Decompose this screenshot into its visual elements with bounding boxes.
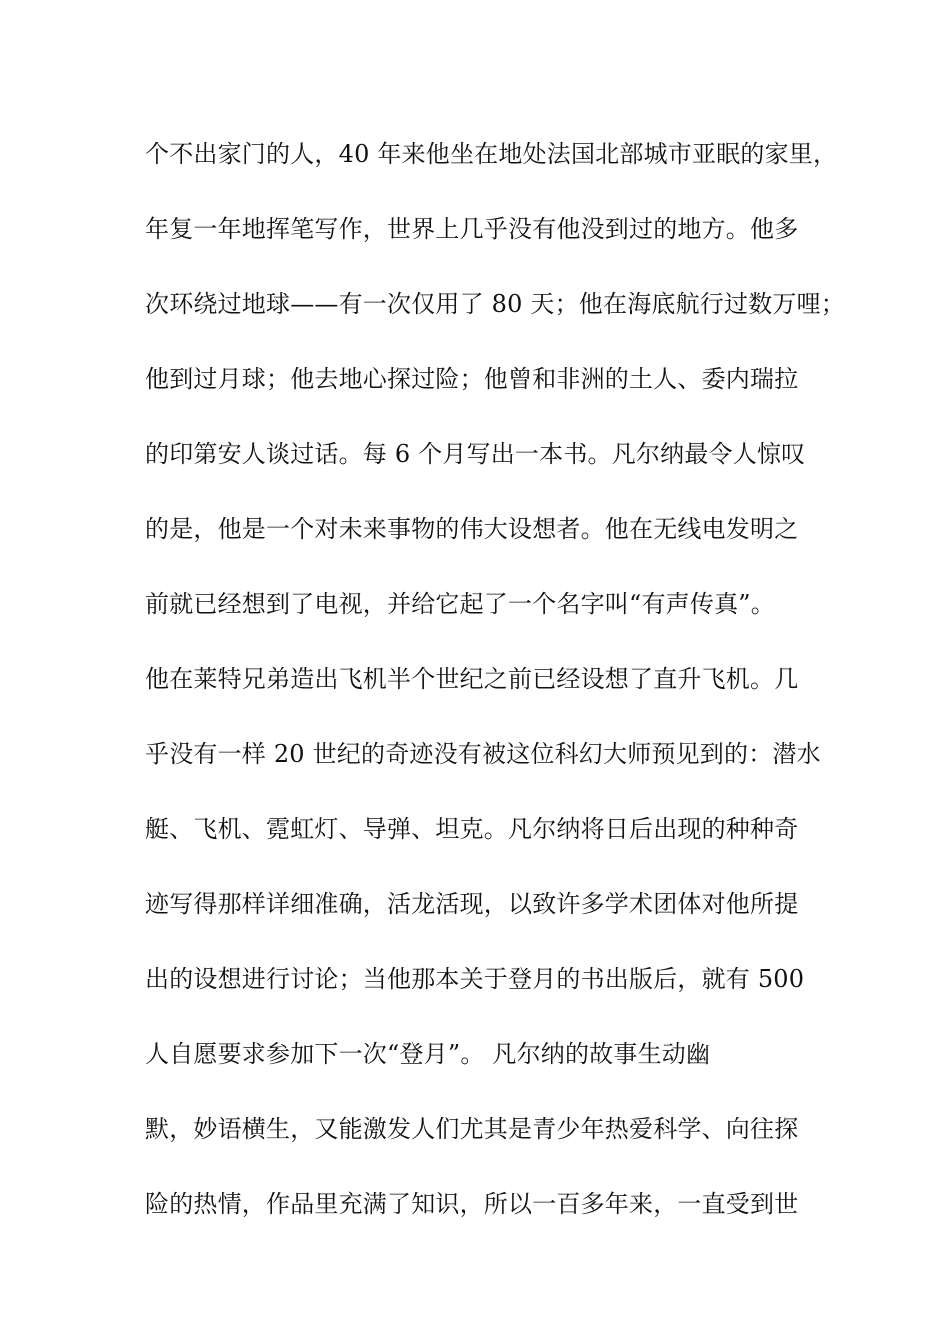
- text-line: 艇、飞机、霓虹灯、导弹、坦克。凡尔纳将日后出现的种种奇: [145, 815, 799, 843]
- text-line: 年复一年地挥笔写作，世界上几乎没有他没到过的地方。他多: [145, 215, 799, 243]
- text-line: 乎没有一样 20 世纪的奇迹没有被这位科幻大师预见到的：潜水: [145, 740, 821, 768]
- text-line: 险的热情，作品里充满了知识，所以一百多年来，一直受到世: [145, 1190, 799, 1218]
- text-line: 前就已经想到了电视，并给它起了一个名字叫“有声传真”。: [145, 590, 775, 618]
- text-line: 次环绕过地球——有一次仅用了 80 天；他在海底航行过数万哩；: [145, 290, 845, 318]
- text-line: 默，妙语横生，又能激发人们尤其是青少年热爱科学、向往探: [145, 1115, 799, 1143]
- text-line: 他在莱特兄弟造出飞机半个世纪之前已经设想了直升飞机。几: [145, 665, 799, 693]
- text-line: 迹写得那样详细准确，活龙活现，以致许多学术团体对他所提: [145, 890, 799, 918]
- text-line: 的是，他是一个对未来事物的伟大设想者。他在无线电发明之: [145, 515, 799, 543]
- text-line: 他到过月球；他去地心探过险；他曾和非洲的土人、委内瑞拉: [145, 365, 799, 393]
- text-line: 的印第安人谈过话。每 6 个月写出一本书。凡尔纳最令人惊叹: [145, 440, 806, 468]
- body-text: [145, 131, 845, 1256]
- text-line: 出的设想进行讨论；当他那本关于登月的书出版后，就有 500: [145, 965, 805, 993]
- text-line: 个不出家门的人，40 年来他坐在地处法国北部城市亚眠的家里，: [145, 140, 838, 168]
- text-line: 人自愿要求参加下一次“登月”。 凡尔纳的故事生动幽: [145, 1040, 711, 1068]
